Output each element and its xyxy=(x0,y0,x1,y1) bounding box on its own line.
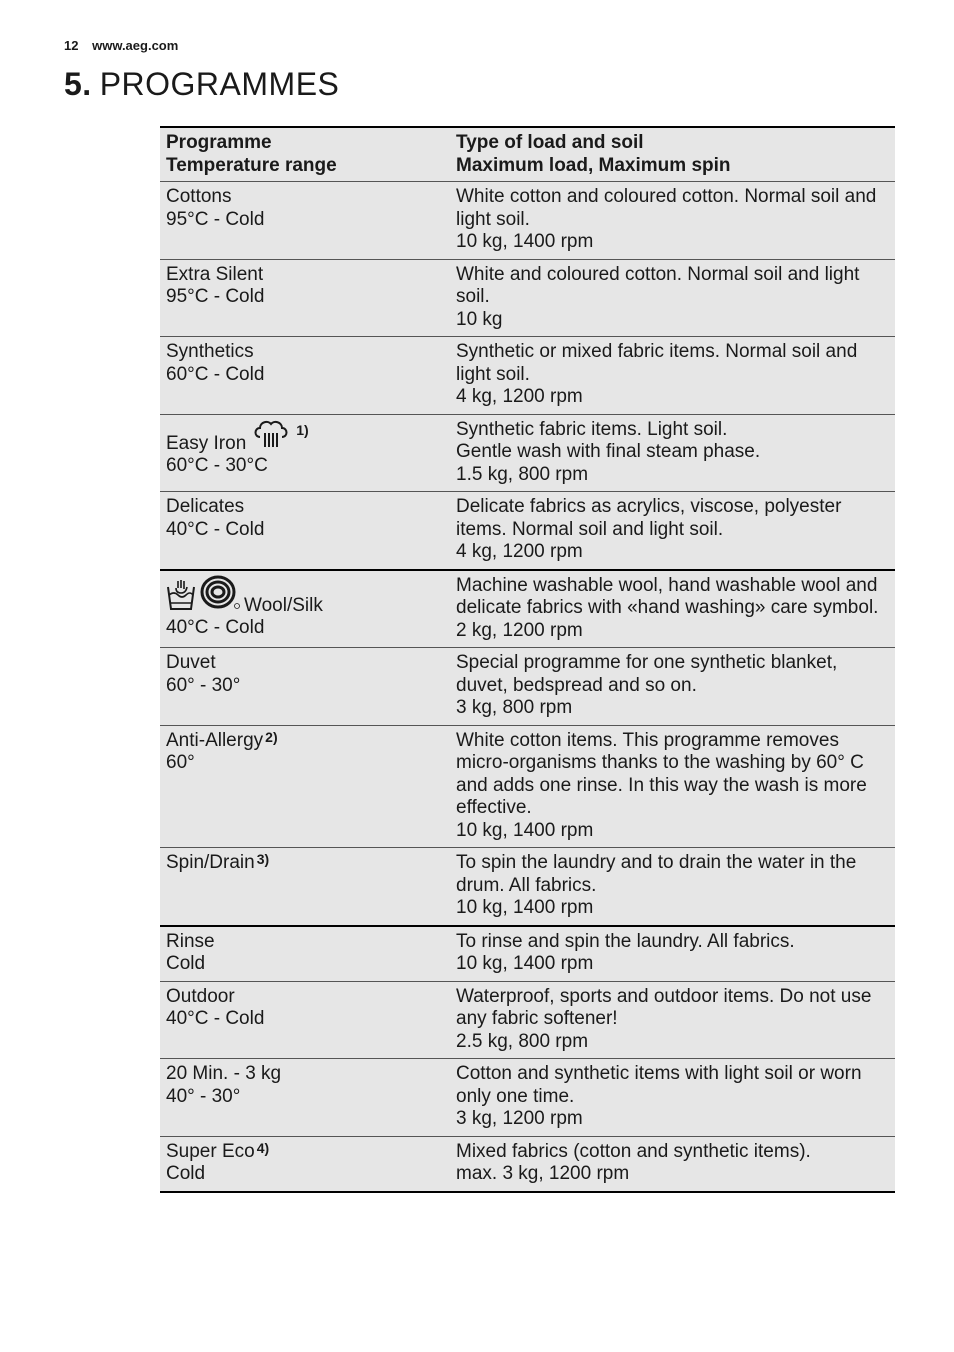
table-row xyxy=(160,848,895,926)
header-max-load-label: Maximum load, Maximum spin xyxy=(456,154,731,176)
max-load-spin: 2 kg, 1200 rpm xyxy=(456,619,583,641)
table-row xyxy=(160,492,895,570)
programme-cell xyxy=(160,1059,442,1137)
programme-cell xyxy=(160,182,442,260)
max-load-spin: 1.5 kg, 800 rpm xyxy=(456,463,589,485)
header-load-type-label: Type of load and soil xyxy=(456,132,644,153)
max-load-spin: 3 kg, 1200 rpm xyxy=(456,1108,583,1129)
load-cell xyxy=(442,1136,895,1192)
max-load-spin: 10 kg, 1400 rpm xyxy=(456,897,594,918)
hand-wash-icon xyxy=(166,579,196,618)
page-header xyxy=(64,38,178,53)
table-row xyxy=(160,926,895,982)
programme-name-line xyxy=(166,1141,436,1164)
temperature-range: 60° xyxy=(166,752,195,773)
table-row xyxy=(160,1059,895,1137)
programme-cell xyxy=(160,414,442,492)
load-cell xyxy=(442,926,895,982)
load-description: Mixed fabrics (cotton and synthetic items). xyxy=(456,1140,811,1162)
programmes-table xyxy=(160,126,895,1193)
load-description: Machine washable wool, hand washable wool and delicate fabrics with «hand washing» care symbol. xyxy=(456,574,879,618)
load-description: Special programme for one synthetic blanket, duvet, bedspread and so on. xyxy=(456,652,838,696)
max-load-spin: 10 kg, 1400 rpm xyxy=(456,953,594,974)
load-cell xyxy=(442,259,895,337)
programme-cell xyxy=(160,648,442,726)
footnote-marker: 1) xyxy=(296,421,309,438)
load-cell xyxy=(442,648,895,726)
table-row xyxy=(160,570,895,648)
programme-name: Extra Silent xyxy=(166,263,264,285)
load-cell xyxy=(442,848,895,926)
programme-name: Wool/Silk xyxy=(244,594,323,616)
programme-cell xyxy=(160,926,442,982)
max-load-spin: 4 kg, 1200 rpm xyxy=(456,541,583,562)
programme-name-line xyxy=(166,730,436,753)
header-programme xyxy=(160,127,442,182)
programme-name: 20 Min. - 3 kg xyxy=(166,1063,282,1084)
temperature-range: 40°C - Cold xyxy=(166,1008,265,1029)
max-load-spin: 10 kg xyxy=(456,308,503,330)
steam-icon xyxy=(252,419,290,456)
temperature-range: 60°C - Cold xyxy=(166,363,265,385)
programme-name: Spin/Drain xyxy=(166,852,255,873)
table-row xyxy=(160,414,895,492)
programme-name-line xyxy=(166,496,436,519)
programme-name-line xyxy=(166,264,436,287)
table-row xyxy=(160,182,895,260)
programme-name: Easy Iron xyxy=(166,432,247,454)
max-load-spin: 3 kg, 800 rpm xyxy=(456,697,573,718)
programme-name-line xyxy=(166,1063,436,1086)
temperature-range: Cold xyxy=(166,953,206,974)
load-cell xyxy=(442,414,895,492)
programme-name: Synthetics xyxy=(166,341,254,362)
programme-name-line xyxy=(166,575,436,618)
temperature-range: 40° - 30° xyxy=(166,1085,241,1107)
programme-cell xyxy=(160,259,442,337)
header-load xyxy=(442,127,895,182)
programme-name: Delicates xyxy=(166,496,245,517)
max-load-spin: 2.5 kg, 800 rpm xyxy=(456,1030,589,1052)
load-description: Cotton and synthetic items with light soil or worn only one time. xyxy=(456,1063,862,1107)
table-header-row xyxy=(160,127,895,182)
page-number: 12 xyxy=(64,38,79,53)
load-cell xyxy=(442,981,895,1059)
temperature-range: 95°C - Cold xyxy=(166,208,265,230)
load-description: Synthetic or mixed fabric items. Normal soil and light soil. xyxy=(456,341,858,385)
programme-cell xyxy=(160,725,442,848)
footnote-marker: 3) xyxy=(256,851,270,867)
load-description: White cotton items. This programme removes micro-organisms thanks to the washing by 60° C and adds one rinse. In this way the wash is more effective. xyxy=(456,729,867,818)
programme-name-line xyxy=(166,341,436,364)
load-cell xyxy=(442,337,895,415)
header-temperature-label: Temperature range xyxy=(166,154,337,176)
programme-name: Anti-Allergy xyxy=(166,729,264,751)
footnote-marker: 4) xyxy=(256,1139,270,1156)
load-description: To rinse and spin the laundry. All fabrics. xyxy=(456,930,795,952)
section-title xyxy=(64,66,339,103)
temperature-range: 60° - 30° xyxy=(166,674,241,696)
programme-name: Super Eco xyxy=(166,1140,255,1162)
programme-name-line xyxy=(166,419,436,456)
load-cell xyxy=(442,1059,895,1137)
table-row xyxy=(160,725,895,848)
programme-name-line xyxy=(166,852,436,875)
load-cell xyxy=(442,492,895,570)
programme-cell xyxy=(160,981,442,1059)
load-description: Gentle wash with final steam phase. xyxy=(456,441,761,462)
load-description: To spin the laundry and to drain the water in the drum. All fabrics. xyxy=(456,852,857,896)
programme-cell xyxy=(160,848,442,926)
programme-name-line xyxy=(166,652,436,675)
programme-name-line xyxy=(166,931,436,954)
load-description: Delicate fabrics as acrylics, viscose, polyester items. Normal soil and light soil. xyxy=(456,496,842,540)
load-cell xyxy=(442,570,895,648)
programme-cell xyxy=(160,1136,442,1192)
load-description: Synthetic fabric items. Light soil. xyxy=(456,418,728,440)
programme-name-line xyxy=(166,986,436,1009)
header-programme-label: Programme xyxy=(166,132,272,153)
programme-name: Cottons xyxy=(166,186,232,207)
temperature-range: Cold xyxy=(166,1163,206,1184)
programme-cell xyxy=(160,570,442,648)
section-title-text: PROGRAMMES xyxy=(99,66,340,102)
table-row xyxy=(160,259,895,337)
section-number: 5. xyxy=(64,66,92,102)
programme-name: Outdoor xyxy=(166,985,235,1007)
programme-cell xyxy=(160,492,442,570)
table-row xyxy=(160,981,895,1059)
woolmark-icon xyxy=(200,575,240,618)
max-load-spin: 4 kg, 1200 rpm xyxy=(456,386,583,407)
temperature-range: 95°C - Cold xyxy=(166,286,265,307)
table-row xyxy=(160,337,895,415)
temperature-range: 60°C - 30°C xyxy=(166,455,268,476)
footnote-marker: 2) xyxy=(265,728,278,745)
max-load-spin: 10 kg, 1400 rpm xyxy=(456,231,594,252)
load-cell xyxy=(442,725,895,848)
programme-cell xyxy=(160,337,442,415)
programme-name-line xyxy=(166,186,436,209)
programme-name: Rinse xyxy=(166,930,215,952)
load-description: White and coloured cotton. Normal soil and light soil. xyxy=(456,263,860,307)
temperature-range: 40°C - Cold xyxy=(166,617,265,638)
programme-name: Duvet xyxy=(166,652,216,673)
table-row xyxy=(160,1136,895,1192)
temperature-range: 40°C - Cold xyxy=(166,518,265,540)
max-load-spin: max. 3 kg, 1200 rpm xyxy=(456,1163,630,1184)
website-url[interactable]: www.aeg.com xyxy=(92,38,179,53)
load-description: Waterproof, sports and outdoor items. Do not use any fabric softener! xyxy=(456,985,872,1029)
load-description: White cotton and coloured cotton. Normal soil and light soil. xyxy=(456,186,877,230)
load-cell xyxy=(442,182,895,260)
table-row xyxy=(160,648,895,726)
max-load-spin: 10 kg, 1400 rpm xyxy=(456,819,594,841)
